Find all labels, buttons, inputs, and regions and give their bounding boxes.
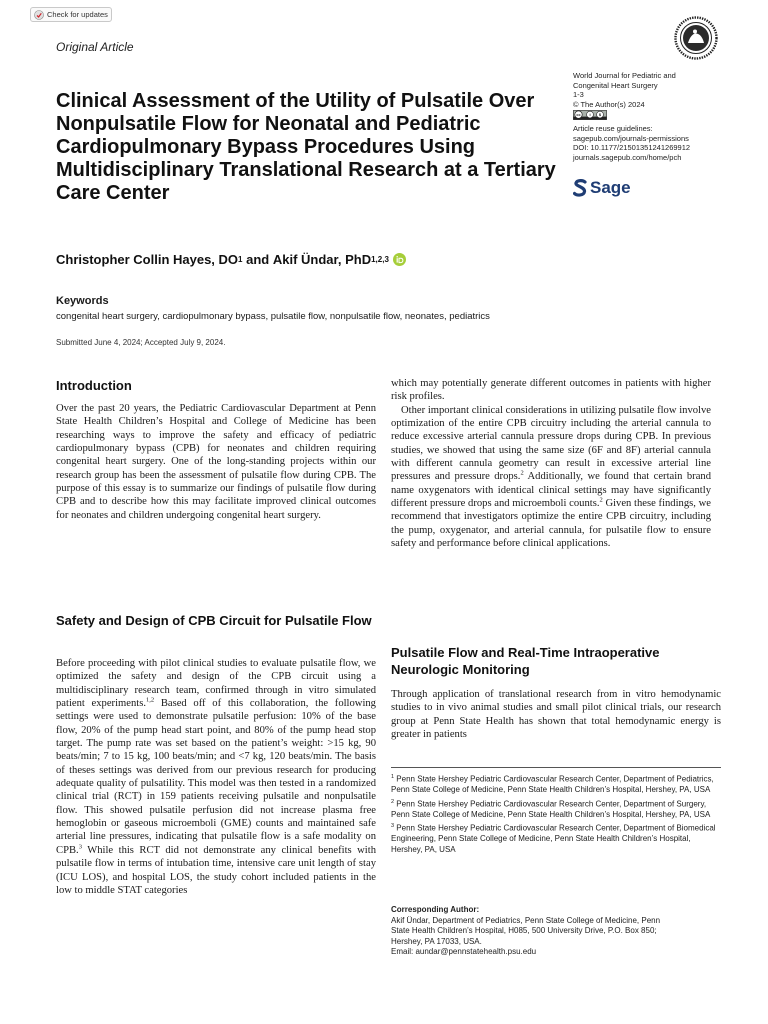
author-joiner: and (242, 252, 273, 267)
citation-ref[interactable]: 2 (520, 469, 524, 477)
affiliation-text: Penn State Hershey Pediatric Cardiovascular Research Center, Department of Biomedical Engineering, Penn State College of Medicine, Penn State Health Children’s Hospital, Hershey, PA, USA (391, 823, 716, 854)
author-name[interactable]: Akif Ündar, PhD (272, 252, 372, 267)
nc-mark: $ (598, 112, 602, 118)
journal-line: 1-3 (573, 90, 584, 100)
check-for-updates-button[interactable] (30, 7, 112, 22)
footnote-divider (391, 767, 721, 768)
pulsatile-body (391, 688, 721, 741)
text-run: Additionally, we found that certain brand name oxygenators with identical clinical settings may have significantly different pressure drops and microemboli counts. (391, 471, 711, 510)
journal-line: World Journal for Pediatric and (573, 71, 676, 80)
affiliation (391, 821, 721, 855)
keywords-list: congenital heart surgery, cardiopulmonary bypass, pulsatile flow, nonpulsatile flow, neonates, pediatrics (56, 311, 490, 322)
author-affiliation-ref: 1,2,3 (371, 255, 389, 264)
text-run: Given these findings, we recommend that investigators optimize the entire CPB circuitry, including the pump, oxygenator, and arterial cannula, for pulsatile flow to ensure safety and performance before clinical applications. (391, 498, 711, 550)
sage-logo (573, 178, 631, 198)
citation-ref[interactable]: 3 (78, 843, 82, 851)
affiliation-number: 3 (391, 823, 395, 830)
sage-wordmark: Sage (590, 178, 631, 197)
cc-license-icon[interactable] (573, 110, 607, 120)
affiliation-number: 2 (391, 798, 395, 805)
corresponding-line: Akif Ündar, Department of Pediatrics, Penn State College of Medicine, Penn (391, 915, 661, 925)
journal-line: Congenital Heart Surgery (573, 80, 658, 90)
safety-body (56, 657, 376, 897)
reuse-link[interactable]: sagepub.com/journals-permissions (573, 133, 689, 143)
text-run: Before proceeding with pilot clinical studies to evaluate pulsatile flow, we optimized the safety and design of the CPB circuit using a multidisciplinary research team, confirmed through in vitro simulated patient experiments. (56, 658, 376, 710)
corresponding-email[interactable]: Email: aundar@pennstatehealth.psu.edu (391, 947, 537, 956)
journal-url[interactable]: journals.sagepub.com/home/pch (573, 152, 682, 162)
affiliations (391, 772, 721, 856)
article-title: Clinical Assessment of the Utility of Pulsatile Over Nonpulsatile Flow for Neonatal and Pediatric Cardiopulmonary Bypass Procedures Using Multidisciplinary Translational Research at a Tertiary Care Center (56, 90, 556, 204)
corresponding-heading: Corresponding Author: (391, 905, 480, 914)
sage-s-icon (573, 179, 587, 197)
by-mark: i (589, 112, 591, 118)
section-heading-pulsatile-flow: Pulsatile Flow and Real-Time Intraoperative Neurologic Monitoring (391, 645, 660, 677)
cc-mark: cc (576, 113, 581, 118)
paragraph: Over the past 20 years, the Pediatric Cardiovascular Department at Penn State Health Children’s Hospital and College of Medicine has been researching ways to improve the safety and efficacy of pediatric cardiopulmonary bypass (CPB) for neonates and children requiring congenital heart surgery. One of the long-standing projects within our research group has been the assessment of pulsatile flow during CPB. The purpose of this essay is to summarize our findings of pulsatile flow during CPB and to describe how this may facilitate improved clinical outcomes for neonates and children undergoing congenital heart surgery. (56, 403, 376, 521)
author-name[interactable]: Christopher Collin Hayes, DO (56, 252, 239, 267)
affiliation (391, 772, 721, 796)
corresponding-line: Hershey, PA 17033, USA. (391, 936, 482, 946)
corresponding-author (391, 905, 721, 958)
right-column-body (391, 377, 711, 550)
update-badge-icon (34, 10, 44, 20)
reuse-line: Article reuse guidelines: (573, 123, 653, 133)
citation-ref[interactable]: 1,2 (145, 696, 155, 704)
affiliation-text: Penn State Hershey Pediatric Cardiovascular Research Center, Department of Pediatrics, Penn State College of Medicine, Penn State Health Children’s Hospital, Hershey, PA, USA (391, 774, 714, 795)
text-run: Other important clinical considerations in utilizing pulsatile flow involve optimization of the entire CPB circuitry including the arterial cannula to reduce excessive arterial cannula pressure drops during CPB. In previous studies, we showed that using the same size (6F and 8F) arterial cannula with different cannula geometry can result in excessive arterial line pressures and pressure drops. (391, 404, 711, 483)
journal-info (573, 71, 723, 162)
keywords-heading: Keywords (56, 295, 109, 307)
affiliation (391, 797, 721, 821)
citation-ref[interactable]: 2 (599, 496, 603, 504)
text-run: While this RCT did not demonstrate any clinical benefits with pulsatile flow in terms of intubation time, intensive care unit length of stay (ICU LOS), and hospital LOS, the study cohort included patients in the low to middle STAT categories (56, 844, 376, 896)
article-type: Original Article (56, 40, 134, 54)
submission-dates: Submitted June 4, 2024; Accepted July 9, 2024. (56, 338, 226, 347)
section-heading-introduction: Introduction (56, 378, 132, 393)
paragraph (56, 657, 376, 897)
doi-line[interactable]: DOI: 10.1177/21501351241269912 (573, 143, 691, 153)
paragraph: Through application of translational research from in vitro hemodynamic studies to in vivo animal studies and small pilot clinical trials, our research group at Penn State Health has shown that total hemodynamic energy is greater in patients (391, 689, 721, 741)
author-line (56, 252, 406, 267)
section-heading-safety: Safety and Design of CPB Circuit for Pulsatile Flow (56, 613, 372, 628)
journal-line: © The Author(s) 2024 (573, 99, 645, 109)
introduction-body (56, 402, 376, 522)
paragraph (391, 404, 711, 551)
orcid-icon[interactable] (393, 253, 406, 266)
corresponding-line: State Health Children’s Hospital, H085, 500 University Drive, P.O. Box 850; (391, 926, 657, 935)
text-run: Based off of this collaboration, the following settings were used to demonstrate pulsatile perfusion: 10% of the base flow, 20% of the pump head start point, and 80% of the pump head stop target. The pump rate was set based on the patient’s weight: >15 kg, 90 beats/min; 7 to 15 kg, 100 beats/min; and <7 kg, 120 beats/min. The basis of theses settings was derived from our previous research for producing adequate quality of pulsatility. This model was then tested in a randomized clinical trial (RCT) in 159 patients receiving pulsatile and nonpulsatile flow. This showed pulsatile perfusion did not increase plasma free hemoglobin or gaseous microemboli (GME) counts and maintained safe arterial line pressures, indicating that pulsatile flow is a safe modality on CPB. (56, 698, 376, 856)
affiliation-number: 1 (391, 774, 395, 780)
paragraph: which may potentially generate different outcomes in patients with higher risk profiles. (391, 378, 711, 403)
affiliation-text: Penn State Hershey Pediatric Cardiovascular Research Center, Department of Surgery, Penn State College of Medicine, Penn State Health Children’s Hospital, Hershey, PA, USA (391, 799, 711, 819)
check-updates-label: Check for updates (47, 10, 108, 19)
author-affiliation-ref: 1 (238, 255, 243, 264)
journal-seal-icon (674, 16, 718, 60)
